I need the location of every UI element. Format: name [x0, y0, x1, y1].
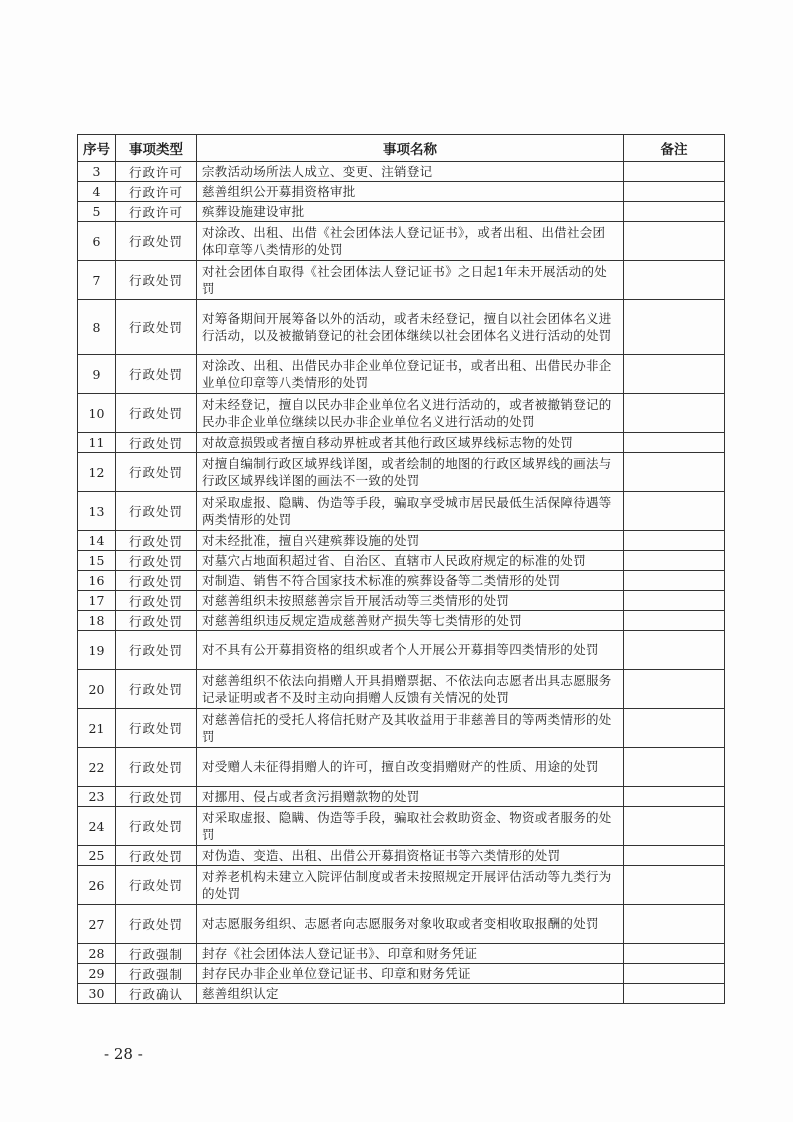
cell-no: 19	[78, 631, 116, 670]
table-row	[78, 222, 725, 261]
header-name: 事项名称	[197, 135, 624, 162]
table-row	[78, 748, 725, 787]
cell-no: 20	[78, 670, 116, 709]
cell-no: 18	[78, 611, 116, 631]
cell-type: 行政处罚	[116, 591, 197, 611]
table-row	[78, 846, 725, 866]
table-row	[78, 453, 725, 492]
cell-note	[624, 709, 725, 748]
cell-no: 6	[78, 222, 116, 261]
cell-no: 5	[78, 202, 116, 222]
cell-no: 25	[78, 846, 116, 866]
table-body	[78, 162, 725, 1004]
cell-name: 对不具有公开募捐资格的组织或者个人开展公开募捐等四类情形的处罚	[197, 631, 624, 670]
table-row	[78, 984, 725, 1004]
cell-no: 29	[78, 964, 116, 984]
cell-note	[624, 453, 725, 492]
table-row	[78, 709, 725, 748]
table-row	[78, 300, 725, 355]
cell-type: 行政许可	[116, 182, 197, 202]
cell-note	[624, 433, 725, 453]
table-row	[78, 905, 725, 944]
table-row	[78, 355, 725, 394]
cell-type: 行政处罚	[116, 787, 197, 807]
cell-name: 宗教活动场所法人成立、变更、注销登记	[197, 162, 624, 182]
cell-note	[624, 631, 725, 670]
cell-type: 行政强制	[116, 944, 197, 964]
cell-note	[624, 355, 725, 394]
cell-no: 3	[78, 162, 116, 182]
cell-no: 24	[78, 807, 116, 846]
cell-no: 28	[78, 944, 116, 964]
cell-name: 对故意损毁或者擅自移动界桩或者其他行政区域界线标志物的处罚	[197, 433, 624, 453]
cell-note	[624, 394, 725, 433]
table-row	[78, 182, 725, 202]
cell-no: 14	[78, 531, 116, 551]
cell-name: 殡葬设施建设审批	[197, 202, 624, 222]
cell-type: 行政处罚	[116, 551, 197, 571]
cell-type: 行政处罚	[116, 670, 197, 709]
cell-note	[624, 807, 725, 846]
cell-type: 行政处罚	[116, 355, 197, 394]
cell-no: 4	[78, 182, 116, 202]
table-row	[78, 631, 725, 670]
cell-no: 16	[78, 571, 116, 591]
cell-note	[624, 222, 725, 261]
cell-name: 对慈善组织未按照慈善宗旨开展活动等三类情形的处罚	[197, 591, 624, 611]
table-header-row	[78, 135, 725, 162]
cell-name: 对采取虚报、隐瞒、伪造等手段，骗取社会救助资金、物资或者服务的处罚	[197, 807, 624, 846]
header-note: 备注	[624, 135, 725, 162]
cell-name: 对涂改、出租、出借《社会团体法人登记证书》，或者出租、出借社会团体印章等八类情形的处罚	[197, 222, 624, 261]
cell-type: 行政处罚	[116, 709, 197, 748]
cell-type: 行政处罚	[116, 571, 197, 591]
cell-note	[624, 984, 725, 1004]
cell-name: 对慈善信托的受托人将信托财产及其收益用于非慈善目的等两类情形的处罚	[197, 709, 624, 748]
cell-note	[624, 964, 725, 984]
cell-note	[624, 944, 725, 964]
cell-no: 12	[78, 453, 116, 492]
table-row	[78, 162, 725, 182]
cell-note	[624, 591, 725, 611]
cell-name: 对涂改、出租、出借民办非企业单位登记证书，或者出租、出借民办非企业单位印章等八类情形的处罚	[197, 355, 624, 394]
table-row	[78, 433, 725, 453]
cell-name: 慈善组织公开募捐资格审批	[197, 182, 624, 202]
table-row	[78, 787, 725, 807]
cell-no: 21	[78, 709, 116, 748]
table-row	[78, 964, 725, 984]
cell-name: 对未经批准，擅自兴建殡葬设施的处罚	[197, 531, 624, 551]
cell-no: 17	[78, 591, 116, 611]
table-row	[78, 571, 725, 591]
header-type: 事项类型	[116, 135, 197, 162]
cell-note	[624, 492, 725, 531]
cell-no: 23	[78, 787, 116, 807]
cell-note	[624, 748, 725, 787]
cell-no: 27	[78, 905, 116, 944]
cell-name: 对挪用、侵占或者贪污捐赠款物的处罚	[197, 787, 624, 807]
cell-name: 对受赠人未征得捐赠人的许可，擅自改变捐赠财产的性质、用途的处罚	[197, 748, 624, 787]
cell-no: 15	[78, 551, 116, 571]
cell-note	[624, 531, 725, 551]
cell-no: 22	[78, 748, 116, 787]
cell-name: 对制造、销售不符合国家技术标准的殡葬设备等二类情形的处罚	[197, 571, 624, 591]
table-row	[78, 261, 725, 300]
cell-no: 30	[78, 984, 116, 1004]
cell-note	[624, 571, 725, 591]
cell-type: 行政许可	[116, 162, 197, 182]
cell-no: 8	[78, 300, 116, 355]
cell-note	[624, 787, 725, 807]
cell-no: 9	[78, 355, 116, 394]
cell-type: 行政处罚	[116, 453, 197, 492]
cell-type: 行政处罚	[116, 300, 197, 355]
cell-type: 行政处罚	[116, 748, 197, 787]
cell-note	[624, 182, 725, 202]
table-row	[78, 807, 725, 846]
cell-name: 对慈善组织不依法向捐赠人开具捐赠票据、不依法向志愿者出具志愿服务记录证明或者不及时主动向捐赠人反馈有关情况的处罚	[197, 670, 624, 709]
table-row	[78, 394, 725, 433]
table-row	[78, 531, 725, 551]
cell-name: 对擅自编制行政区域界线详图，或者绘制的地图的行政区域界线的画法与行政区域界线详图的画法不一致的处罚	[197, 453, 624, 492]
cell-type: 行政处罚	[116, 866, 197, 905]
cell-note	[624, 905, 725, 944]
cell-name: 对志愿服务组织、志愿者向志愿服务对象收取或者变相收取报酬的处罚	[197, 905, 624, 944]
cell-no: 10	[78, 394, 116, 433]
cell-note	[624, 551, 725, 571]
cell-note	[624, 202, 725, 222]
cell-type: 行政确认	[116, 984, 197, 1004]
table-row	[78, 866, 725, 905]
cell-type: 行政处罚	[116, 846, 197, 866]
cell-note	[624, 846, 725, 866]
page-number: - 28 -	[104, 1045, 143, 1063]
cell-type: 行政许可	[116, 202, 197, 222]
table-row	[78, 492, 725, 531]
cell-name: 封存《社会团体法人登记证书》、印章和财务凭证	[197, 944, 624, 964]
cell-no: 13	[78, 492, 116, 531]
cell-type: 行政处罚	[116, 905, 197, 944]
table-row	[78, 670, 725, 709]
cell-no: 7	[78, 261, 116, 300]
cell-name: 对伪造、变造、出租、出借公开募捐资格证书等六类情形的处罚	[197, 846, 624, 866]
cell-name: 对采取虚报、隐瞒、伪造等手段，骗取享受城市居民最低生活保障待遇等两类情形的处罚	[197, 492, 624, 531]
cell-name: 对养老机构未建立入院评估制度或者未按照规定开展评估活动等九类行为的处罚	[197, 866, 624, 905]
cell-no: 11	[78, 433, 116, 453]
cell-name: 封存民办非企业单位登记证书、印章和财务凭证	[197, 964, 624, 984]
cell-type: 行政处罚	[116, 492, 197, 531]
cell-name: 对筹备期间开展筹备以外的活动，或者未经登记，擅自以社会团体名义进行活动，以及被撤销登记的社会团体继续以社会团体名义进行活动的处罚	[197, 300, 624, 355]
cell-note	[624, 866, 725, 905]
table-row	[78, 944, 725, 964]
items-table	[77, 134, 725, 1004]
cell-note	[624, 261, 725, 300]
table-row	[78, 611, 725, 631]
cell-name: 慈善组织认定	[197, 984, 624, 1004]
cell-type: 行政处罚	[116, 261, 197, 300]
cell-type: 行政处罚	[116, 531, 197, 551]
cell-type: 行政处罚	[116, 611, 197, 631]
cell-type: 行政处罚	[116, 433, 197, 453]
cell-name: 对社会团体自取得《社会团体法人登记证书》之日起1年未开展活动的处罚	[197, 261, 624, 300]
cell-name: 对墓穴占地面积超过省、自治区、直辖市人民政府规定的标准的处罚	[197, 551, 624, 571]
cell-type: 行政处罚	[116, 807, 197, 846]
cell-type: 行政处罚	[116, 631, 197, 670]
cell-note	[624, 670, 725, 709]
table-row	[78, 551, 725, 571]
table-row	[78, 202, 725, 222]
cell-note	[624, 162, 725, 182]
cell-type: 行政处罚	[116, 222, 197, 261]
cell-name: 对慈善组织违反规定造成慈善财产损失等七类情形的处罚	[197, 611, 624, 631]
cell-name: 对未经登记，擅自以民办非企业单位名义进行活动的，或者被撤销登记的民办非企业单位继续以民办非企业单位名义进行活动的处罚	[197, 394, 624, 433]
header-no: 序号	[78, 135, 116, 162]
cell-no: 26	[78, 866, 116, 905]
cell-type: 行政处罚	[116, 394, 197, 433]
cell-type: 行政强制	[116, 964, 197, 984]
cell-note	[624, 611, 725, 631]
cell-note	[624, 300, 725, 355]
table-row	[78, 591, 725, 611]
